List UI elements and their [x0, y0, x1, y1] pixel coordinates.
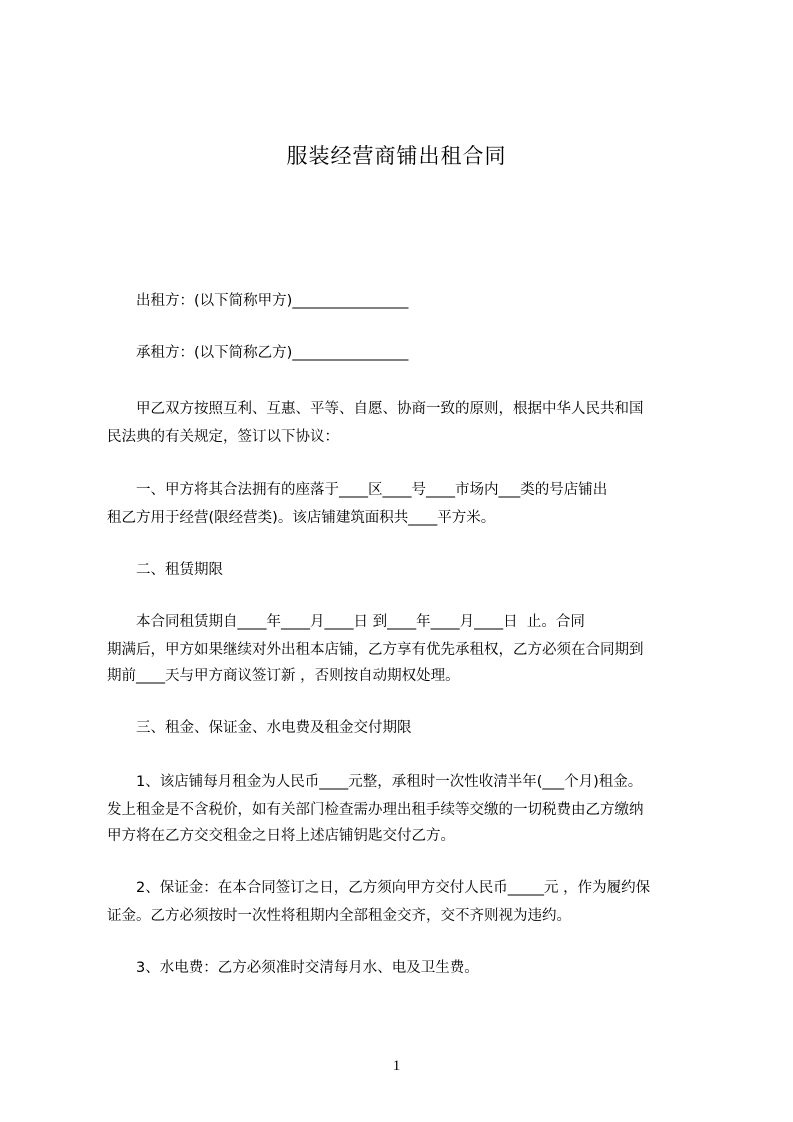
- document-title: 服装经营商铺出租合同: [286, 144, 507, 168]
- clause-line: 2、保证金：在本合同签订之日，乙方须向甲方交付人民币_____元 ，作为履约保: [136, 880, 651, 896]
- clause-3-3-line: 3、水电费：乙方必须准时交清每月水、电及卫生费。: [136, 960, 479, 976]
- clause-line: 一、甲方将其合法拥有的座落于____区____号____市场内___类的号店铺出: [136, 482, 608, 498]
- section-heading: 三、租金、保证金、水电费及租金交付期限: [136, 720, 412, 736]
- intro-line: 民法典的有关规定，签订以下协议：: [107, 429, 339, 445]
- clause-line: 发上租金是不含税价，如有关部门检查需办理出租手续等交缴的一切税费由乙方缴纳: [107, 802, 644, 818]
- clause-line: 1、该店铺每月租金为人民币____元整，承租时一次性收清半年(___个月)租金。: [136, 774, 643, 790]
- page-number: 1: [392, 1058, 401, 1074]
- intro-line: 甲乙双方按照互利、互惠、平等、自愿、协商一致的原则，根据中华人民共和国: [136, 401, 644, 417]
- section-heading: 二、租赁期限: [136, 562, 223, 578]
- clause-line: 本合同租赁期自____年____月____日 到____年____月____日 止。合同: [136, 614, 585, 630]
- clause-line: 租乙方用于经营(限经营类)。该店铺建筑面积共____平方米。: [107, 510, 496, 526]
- clause-line: 甲方将在乙方交交租金之日将上述店铺钥匙交付乙方。: [107, 828, 455, 844]
- clause-line: 期前____天与甲方商议签订新 ，否则按自动期权处理。: [107, 668, 460, 684]
- lessee-line: 承租方：(以下简称乙方)________________: [136, 345, 409, 361]
- clause-line: 期满后，甲方如果继续对外出租本店铺，乙方享有优先承租权，乙方必须在合同期到: [107, 642, 644, 658]
- clause-line: 证金。乙方必须按时一次性将租期内全部租金交齐，交不齐则视为违约。: [107, 908, 571, 924]
- lessor-line: 出租方：(以下简称甲方)________________: [136, 293, 409, 309]
